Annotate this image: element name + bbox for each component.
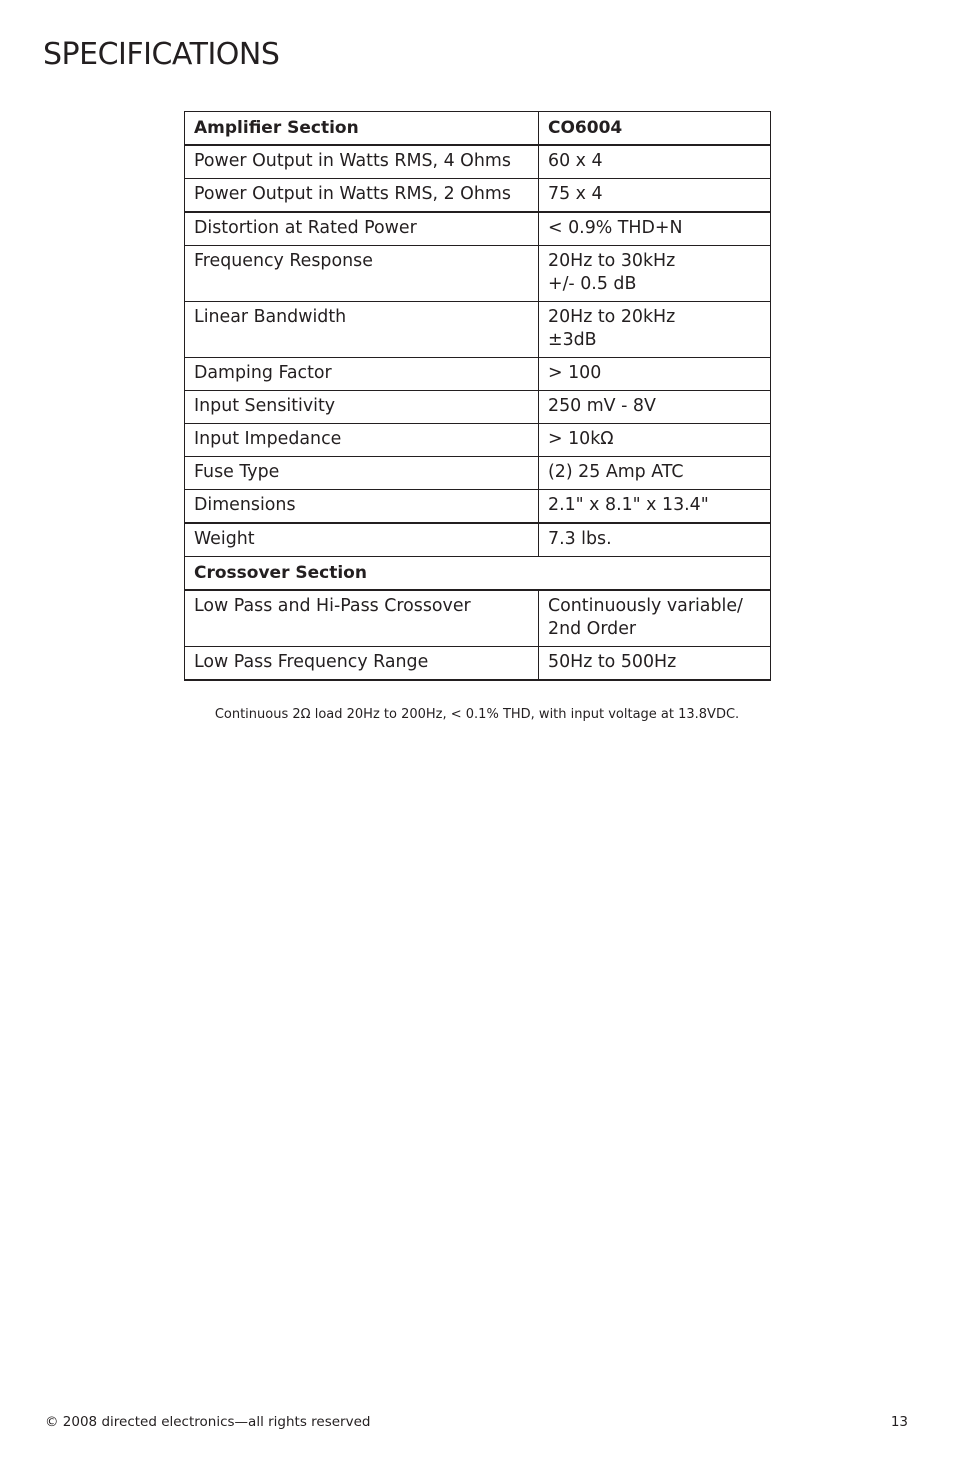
copyright-notice: © 2008 directed electronics—all rights reserved bbox=[45, 1414, 371, 1430]
table-row bbox=[185, 302, 771, 358]
spec-label: Power Output in Watts RMS, 2 Ohms bbox=[185, 179, 539, 213]
spec-value: > 100 bbox=[539, 358, 771, 391]
spec-value: Continuously variable/ 2nd Order bbox=[539, 590, 771, 647]
spec-value: 20Hz to 30kHz +/- 0.5 dB bbox=[539, 246, 771, 302]
table-row bbox=[185, 647, 771, 681]
spec-value: 60 x 4 bbox=[539, 145, 771, 179]
spec-label: Input Sensitivity bbox=[185, 391, 539, 424]
spec-value: 50Hz to 500Hz bbox=[539, 647, 771, 681]
spec-value: 20Hz to 20kHz ±3dB bbox=[539, 302, 771, 358]
table-row bbox=[185, 590, 771, 647]
spec-value: 75 x 4 bbox=[539, 179, 771, 213]
table-row bbox=[185, 391, 771, 424]
spec-label: Damping Factor bbox=[185, 358, 539, 391]
spec-value: (2) 25 Amp ATC bbox=[539, 457, 771, 490]
spec-label: Weight bbox=[185, 523, 539, 557]
crossover-section-header bbox=[185, 557, 771, 591]
amplifier-section-header bbox=[185, 112, 771, 146]
crossover-section-label: Crossover Section bbox=[185, 557, 771, 591]
spec-value: 7.3 lbs. bbox=[539, 523, 771, 557]
spec-label: Dimensions bbox=[185, 490, 539, 524]
spec-value: 2.1" x 8.1" x 13.4" bbox=[539, 490, 771, 524]
table-footnote: Continuous 2Ω load 20Hz to 200Hz, < 0.1% THD, with input voltage at 13.8VDC. bbox=[214, 707, 740, 722]
model-number: CO6004 bbox=[539, 112, 771, 146]
table-row bbox=[185, 424, 771, 457]
spec-label: Input Impedance bbox=[185, 424, 539, 457]
spec-label: Power Output in Watts RMS, 4 Ohms bbox=[185, 145, 539, 179]
table-row bbox=[185, 490, 771, 524]
table-row bbox=[185, 212, 771, 246]
amplifier-section-label: Amplifier Section bbox=[185, 112, 539, 146]
spec-label: Distortion at Rated Power bbox=[185, 212, 539, 246]
spec-label: Frequency Response bbox=[185, 246, 539, 302]
page-number: 13 bbox=[890, 1414, 908, 1430]
spec-label: Linear Bandwidth bbox=[185, 302, 539, 358]
page-title: SPECIFICATIONS bbox=[43, 37, 280, 72]
spec-value: < 0.9% THD+N bbox=[539, 212, 771, 246]
table-row bbox=[185, 358, 771, 391]
table-row bbox=[185, 179, 771, 213]
spec-label: Low Pass and Hi-Pass Crossover bbox=[185, 590, 539, 647]
table-row bbox=[185, 145, 771, 179]
table-row bbox=[185, 457, 771, 490]
spec-label: Fuse Type bbox=[185, 457, 539, 490]
specifications-table bbox=[184, 111, 771, 681]
table-row bbox=[185, 523, 771, 557]
spec-value: 250 mV - 8V bbox=[539, 391, 771, 424]
table-row bbox=[185, 246, 771, 302]
spec-label: Low Pass Frequency Range bbox=[185, 647, 539, 681]
spec-value: > 10kΩ bbox=[539, 424, 771, 457]
